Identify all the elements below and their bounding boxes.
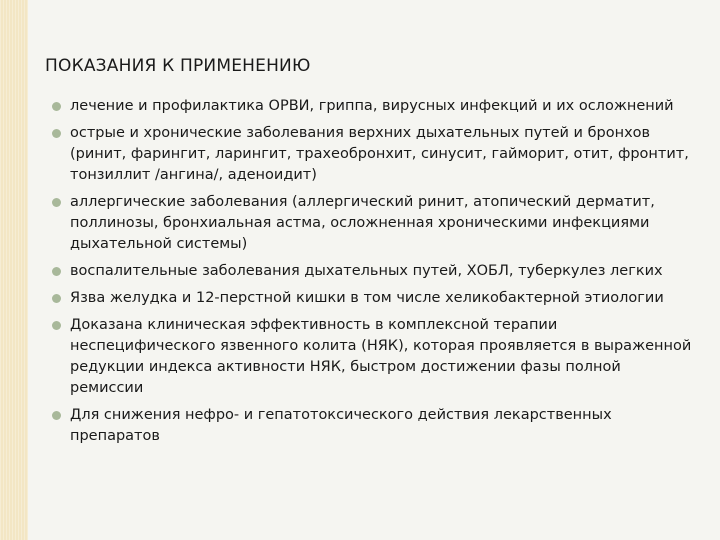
list-item-text: Доказана клиническая эффективность в комплексной терапии неспецифического язвенного колита (НЯК), которая проявляется в выраженной редукции индекса активности НЯК, быстром достижении фазы полной ремиссии [70, 317, 692, 396]
list-item [70, 261, 698, 282]
list-item [70, 405, 698, 447]
list-item [70, 123, 698, 186]
bullet-dot-icon [52, 321, 61, 330]
bullet-dot-icon [52, 198, 61, 207]
bullet-dot-icon [52, 411, 61, 420]
decorative-side-stripe [0, 0, 28, 540]
list-item [70, 192, 698, 255]
list-item-text: аллергические заболевания (аллергический ринит, атопический дерматит, поллинозы, бронхиальная астма, осложненная хроническими инфекциями дыхательной системы) [70, 194, 655, 252]
list-item-text: острые и хронические заболевания верхних дыхательных путей и бронхов (ринит, фарингит, ларингит, трахеобронхит, синусит, гайморит, отит, фронтит, тонзиллит /ангина/, аденоидит) [70, 125, 689, 183]
indications-list [70, 96, 698, 453]
list-item-text: воспалительные заболевания дыхательных путей, ХОБЛ, туберкулез легких [70, 263, 663, 279]
list-item-text: Язва желудка и 12-перстной кишки в том числе хеликобактерной этиологии [70, 290, 664, 306]
list-item-text: лечение и профилактика ОРВИ, гриппа, вирусных инфекций и их осложнений [70, 98, 674, 114]
list-item-text: Для снижения нефро- и гепатотоксического действия лекарственных препаратов [70, 407, 612, 444]
slide-title: ПОКАЗАНИЯ К ПРИМЕНЕНИЮ [45, 56, 311, 76]
bullet-dot-icon [52, 102, 61, 111]
bullet-dot-icon [52, 129, 61, 138]
slide [28, 0, 720, 540]
bullet-dot-icon [52, 294, 61, 303]
list-item [70, 96, 698, 117]
list-item [70, 315, 698, 399]
bullet-dot-icon [52, 267, 61, 276]
list-item [70, 288, 698, 309]
